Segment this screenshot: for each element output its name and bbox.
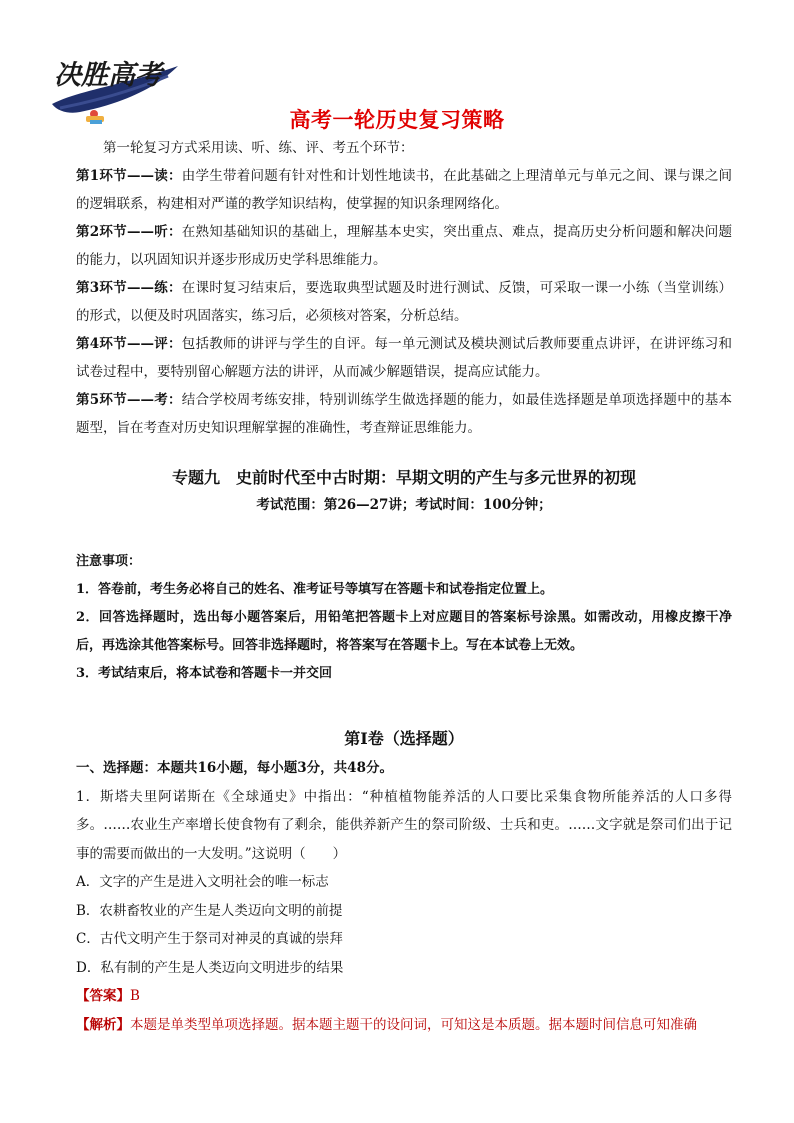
step-1 (76, 162, 732, 218)
note-item-2: 2．回答选择题时，选出每小题答案后，用铅笔把答题卡上对应题目的答案标号涂黑。如需改动，用橡皮擦干净后，再选涂其他答案标号。回答非选择题时，将答案写在答题卡上。写在本试卷上无效。 (76, 610, 732, 653)
logo-text: 决胜高考 (54, 60, 162, 91)
step-2-label: 第2环节——听： (76, 224, 182, 240)
notes-section (76, 548, 732, 688)
question-block (76, 754, 732, 1039)
option-c: C．古代文明产生于祭司对神灵的真诚的崇拜 (76, 931, 343, 947)
step-5-text: 结合学校周考练安排，特别训练学生做选择题的能力，如最佳选择题是单项选择题中的基本题型，旨在考查对历史知识理解掌握的准确性，考查辩证思维能力。 (76, 392, 732, 436)
step-4-text: 包括教师的讲评与学生的自评。每一单元测试及模块测试后教师要重点讲评，在讲评练习和试卷过程中，要特别留心解题方法的讲评，从而减少解题错误，提高应试能力。 (76, 336, 732, 380)
step-2 (76, 218, 732, 274)
step-5-label: 第5环节——考： (76, 392, 182, 408)
topic-title: 专题九 史前时代至中古时期：早期文明的产生与多元世界的初现 (171, 468, 636, 487)
analysis-label: 【解析】 (76, 1016, 130, 1033)
step-1-label: 第1环节——读： (76, 168, 182, 184)
step-4 (76, 330, 732, 386)
answer-line (76, 982, 732, 1011)
step-4-label: 第4环节——评： (76, 336, 182, 352)
note-item-1: 1．答卷前，考生务必将自己的姓名、准考证号等填写在答题卡和试卷指定位置上。 (76, 582, 554, 597)
section-description: 一、选择题：本题共16小题，每小题3分，共48分。 (76, 760, 393, 776)
step-3 (76, 274, 732, 330)
answer-value: B (130, 988, 140, 1004)
question-stem: 1．斯塔夫里阿诺斯在《全球通史》中指出：“种植植物能养活的人口要比采集食物所能养活的人口多得多。……农业生产率增长使食物有了剩余，能供养新产生的祭司阶级、士兵和吏。……文字就是祭司们出于记事的需要而做出的一大发明。”这说明（ ） (76, 788, 732, 862)
step-3-text: 在课时复习结束后，要选取典型试题及时进行测试、反馈，可采取一课一小练（当堂训练）的形式，以便及时巩固落实，练习后，必须核对答案，分析总结。 (76, 280, 732, 324)
option-b: B．农耕畜牧业的产生是人类迈向文明的前提 (76, 902, 343, 919)
answer-label: 【答案】 (76, 988, 130, 1004)
step-3-label: 第3环节——练： (76, 280, 182, 296)
page-title: 高考一轮历史复习策略 (289, 108, 505, 132)
step-2-text: 在熟知基础知识的基础上，理解基本史实，突出重点、难点，提高历史分析问题和解决问题的能力，以巩固知识并逐步形成历史学科思维能力。 (76, 224, 732, 268)
analysis-text: 本题是单类型单项选择题。据本题主题干的设问词，可知这是本质题。据本题时间信息可知准确 (130, 1016, 697, 1033)
intro-paragraph: 第一轮复习方式采用读、听、练、评、考五个环节： (103, 140, 414, 156)
option-a: A．文字的产生是进入文明社会的唯一标志 (76, 874, 329, 890)
analysis-line (76, 1011, 732, 1040)
document-body (76, 134, 732, 1039)
step-5 (76, 386, 732, 442)
option-d: D．私有制的产生是人类迈向文明进步的结果 (76, 959, 344, 976)
section-title: 第I卷（选择题） (344, 729, 464, 748)
notes-title: 注意事项： (76, 554, 142, 569)
exam-scope: 考试范围：第26—27讲；考试时间：100分钟； (256, 497, 552, 513)
note-item-3: 3．考试结束后，将本试卷和答题卡一并交回 (76, 666, 333, 681)
step-1-text: 由学生带着问题有针对性和计划性地读书，在此基础之上理清单元与单元之间、课与课之间的逻辑联系，构建相对严谨的教学知识结构，使掌握的知识条理网络化。 (76, 168, 732, 212)
